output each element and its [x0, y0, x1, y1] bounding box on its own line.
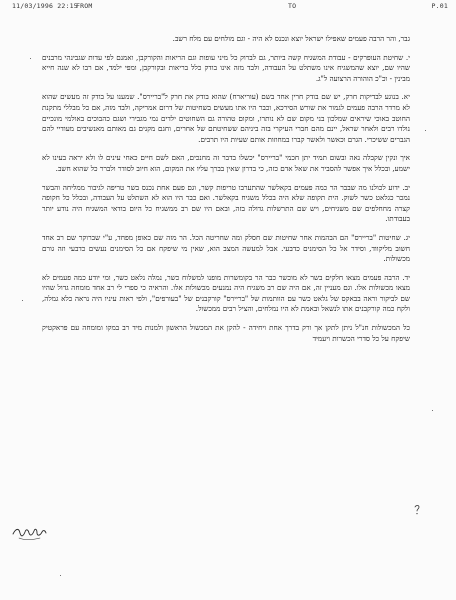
paragraph-11: יא. בנוגע לבדיקות חרק, יש שם בודק חרין אחד בשם (עוריארח) שהוא בודק את חרק ל"בריירס". שמענו על בודק זה מעשים שהוא לא מרדר הרבה פעמים לגמור את שורש הסירכא, וכבר היו אתו מעשים בשחיטות של דרום אמריקה, ולבד מזה, אם כל מבללי מתקנת החוטב באוכי שיראים שמלכון בני מקום שם לא נותרו, ומקום טהורה גם השחוטים ילדים נמי מגבירי ושגם כהבוכים באולמי מונכיים נולדו רבים ולאחר שראל, יינם מהם חברי העיקרי בזה ביניהם ששחיטתם של אחרים, וחגם מקנים גם מאותם מאנשיבים מעודיי להם הגברים ששיכרי. הגרם וכאשר ולאשר קברו במחוזות אותם שעיות היו תרבים. — [42, 92, 410, 144]
paragraph-conclusion: כל המכשולות חנ"ל ניתן לתקן אך ורק בדרך אחת ויחידה - להקן את המכשול הראשון ולמנות מיד רב במקו ומומחה עם פראקטיק שיפקח על כל סדרי הכשרות ויעמיד — [42, 323, 410, 343]
fax-noise-speck — [425, 130, 426, 131]
fax-noise-speck — [30, 58, 31, 59]
document-body — [42, 34, 410, 344]
fax-noise-speck — [432, 410, 433, 411]
paragraph-13: יג. שחיטות "בריירס" הם הבהמות אחר שחיטות שם חסלק ומה שחריטה הכל. הר מזה שם כאופן מפחד, ע"י שברוקר שם רב אחד חשוב מליקווד, וסידר אל כל הסימנים כדבעי. אבל למעשה המצב הוא, שאין מי שיפקח אם כל הסימנים נעשים כדבעי וזה גורם מכשולות. — [42, 232, 410, 264]
fax-noise-speck — [22, 300, 23, 301]
fax-from-label: FROM — [76, 2, 93, 10]
paragraph-intro: גבר, והר הרבה פעמים שאפילו ישראל יוצא ונכנס לא היה - וגם מולחים עם מלח רשב. — [172, 34, 410, 43]
paragraph-12: יב. ידוע לכולנו מה שבבר הר כמה פעמים בקאלשר שהתערבו טריפות קשר, וגם פעם אחת נכנס בשר טריפה לגיבור ממליחה והבשר נמכר כגלאט כשר לשוק. הית תקופה שלא היה בכלל משגיח בקאלשר. ואם כבר היו הוא לא השתלט על העבודה, ובכלל כל חקופה קצרה מחחלפים שם משגיחים, ויש שם התרשלות גדולה בזה, ובאם היו שם רב ממשגיח כל היום בודאי המשגיח היה נודע יותר בעבודתו. — [42, 182, 410, 224]
margin-pen-mark — [412, 504, 422, 516]
fax-to-label: TO — [288, 2, 297, 10]
fax-header — [0, 2, 456, 14]
fax-page-number: P.01 — [431, 2, 448, 10]
paragraph-14: יד. הרבה פעמים מצאו חלקים בשר לא מוכשר כבר הר בקומשרות מופנו למשלוח כשר, נמלה נלאט כשר, ומי יודע כמה פעמים לא מצאו מכשולות אלו. וגם מעניין זה, אם היה שם רב משגיח היה נמנעים מכשולות אלו. והראיה כי ספרי לי רב אחד מומחה גדול שהיו שם לביקור וראה בבאקס של גלאט כשר עם הוותמות של "בריירס" קורקבנים של "בעורפים", ולפי ראות עיניו היה נראה כלא גמלה, ולקח כמה קורקבנים אתו לנשאל ובאמת לא היו נמלחים, והציל רבים ממכשול. — [42, 272, 410, 314]
fax-date-time: 11/03/1996 22:15 — [12, 2, 78, 10]
fax-noise-speck — [60, 575, 61, 576]
paragraph-10: י. שחיטת העופרקים - עבודת המשגיח קשה ביותר, גם לברוק כל מיני עופות וגם הריאות והקורקבן, ואמנם לפי עדות שגבינהי מרבנים שהיו שם, יוצא שהמשגיח אינו משתלט על העבודה, ולבד מזה אינו בודק כלל בריאות ובקורקבן, ומפי ילמד, אם רבו לא שנה חייא מבינין - וכ"כ הוהורה הרצועה ל"ג. — [42, 52, 410, 83]
paragraph-question: איך ונקין שקבלה נאה ובשום תמיד יתן חכמי "בריירס" יכשלו בדבר זה מחנכים, האם לשם חיים כאחי עינים לו ולא יראה בעינו לא ישמע, ובכלל איך אפשר להסביר את שאל אדם כזה, כי בדרון שאין בברך עליו את המקום, הוא חיוב לסודר ולברר כל שהוא חשב. — [42, 153, 410, 173]
handwritten-signature — [10, 520, 52, 544]
